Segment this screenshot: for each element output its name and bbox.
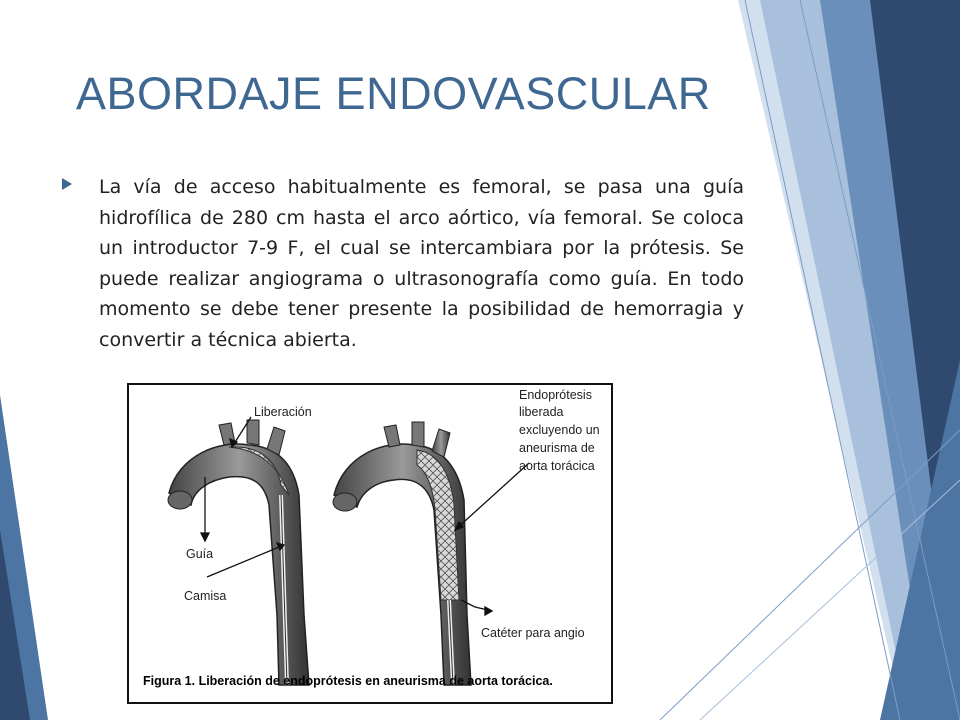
figure-illustration	[129, 385, 611, 702]
label-guia: Guía	[186, 547, 214, 561]
slide-title: ABORDAJE ENDOVASCULAR	[76, 68, 711, 119]
right-aorta-drawing	[333, 422, 471, 685]
triangle-bullet-icon	[62, 178, 72, 190]
label-cateter: Catéter para angio	[481, 626, 585, 640]
label-liberacion: Liberación	[254, 405, 312, 419]
label-endoprotesis-4: aneurisma de	[519, 441, 595, 455]
endovascular-figure	[127, 383, 613, 704]
label-endoprotesis-3: excluyendo un	[519, 423, 600, 437]
bullet-item	[62, 172, 744, 355]
label-endoprotesis-5: aorta torácica	[519, 459, 595, 473]
figure-caption: Figura 1. Liberación de endoprótesis en aneurisma de aorta torácica.	[143, 674, 553, 688]
label-camisa: Camisa	[184, 589, 227, 603]
label-endoprotesis-1: Endoprótesis	[519, 388, 592, 402]
label-endoprotesis-2: liberada	[519, 405, 564, 419]
bullet-text: La vía de acceso habitualmente es femoral, se pasa una guía hidrofílica de 280 cm hasta el arco aórtico, vía femoral. Se coloca un introductor 7-9 F, el cual se intercambiara por la prótesis. Se puede realizar angiograma o ultrasonografía como guía. En todo momento se debe tener presente la posibilidad de hemorragia y convertir a técnica abierta.	[99, 176, 744, 351]
